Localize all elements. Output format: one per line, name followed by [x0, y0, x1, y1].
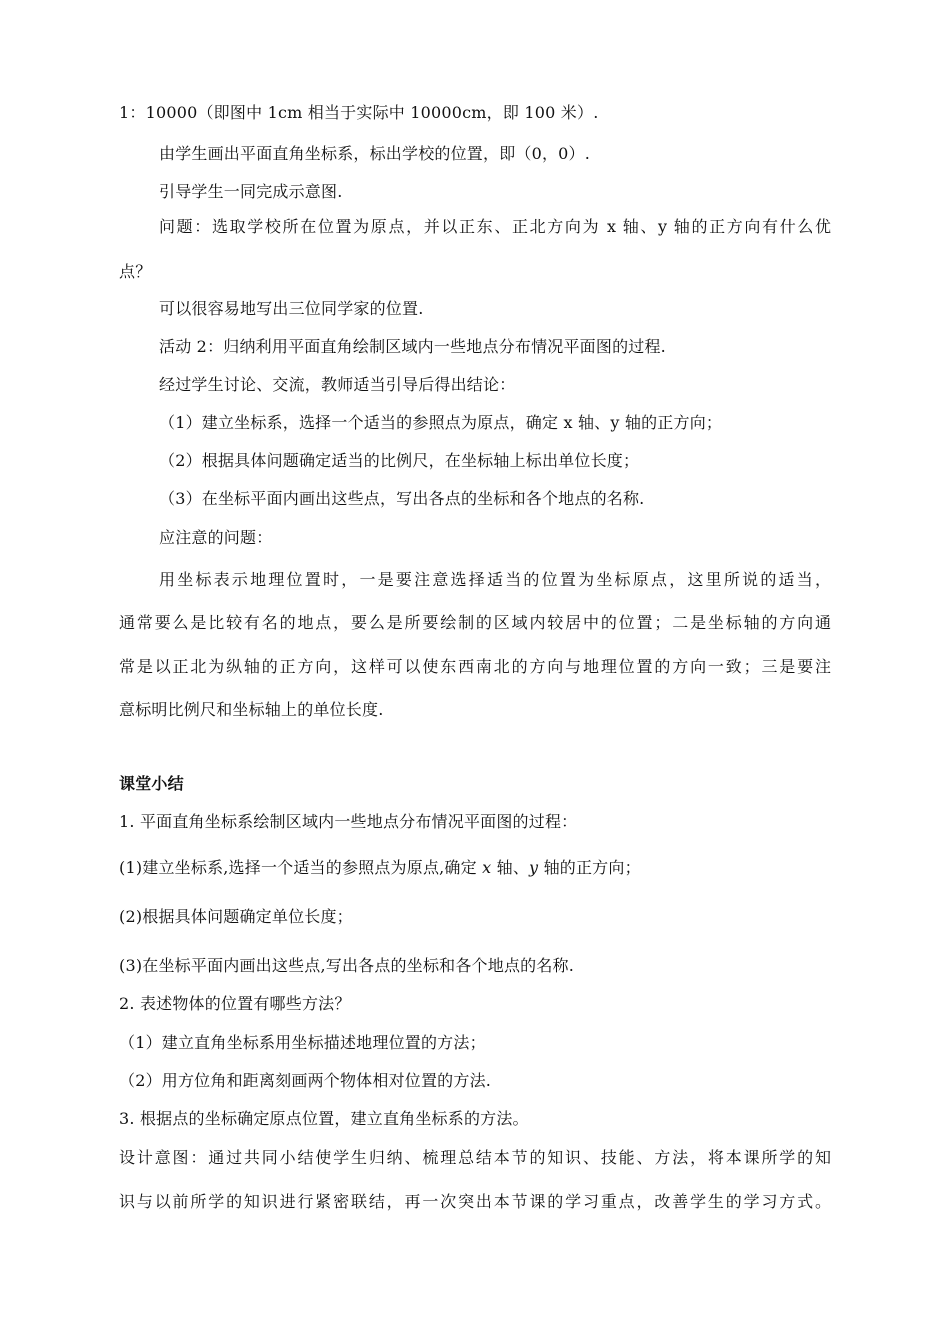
- attention-line-1: 用坐标表示地理位置时，一是要注意选择适当的位置为坐标原点，这里所说的适当，: [159, 570, 831, 589]
- attention-line-3: 常是以正北为纵轴的正方向，这样可以使东西南北的方向与地理位置的方向一致；三是要注: [119, 657, 831, 676]
- step-1: （1）建立坐标系，选择一个适当的参照点为原点，确定 x 轴、y 轴的正方向；: [159, 413, 723, 432]
- step-3: （3）在坐标平面内画出这些点，写出各点的坐标和各个地点的名称.: [159, 489, 645, 508]
- activity-2-title: 活动 2：归纳利用平面直角绘制区域内一些地点分布情况平面图的过程.: [159, 337, 666, 356]
- summary-item-1-1-post: 轴的正方向；: [538, 858, 641, 877]
- attention-heading: 应注意的问题：: [159, 528, 273, 547]
- summary-item-2: 2. 表述物体的位置有哪些方法？: [119, 994, 351, 1013]
- summary-item-1-3: (3)在坐标平面内画出这些点,写出各点的坐标和各个地点的名称.: [119, 956, 575, 975]
- summary-item-1: 1. 平面直角坐标系绘制区域内一些地点分布情况平面图的过程：: [119, 812, 578, 831]
- summary-item-3: 3. 根据点的坐标确定原点位置，建立直角坐标系的方法。: [119, 1109, 529, 1128]
- scale-line: 1：10000（即图中 1cm 相当于实际中 10000cm，即 100 米）.: [119, 103, 599, 122]
- question-line-2: 点？: [119, 262, 152, 281]
- summary-item-1-1-pre: (1)建立坐标系,选择一个适当的参照点为原点,确定: [119, 858, 483, 877]
- attention-line-4: 意标明比例尺和坐标轴上的单位长度.: [119, 700, 384, 719]
- y-variable: y: [529, 858, 539, 877]
- step-2: （2）根据具体问题确定适当的比例尺，在坐标轴上标出单位长度；: [159, 451, 640, 470]
- design-intent-line-1: 设计意图：通过共同小结使学生归纳、梳理总结本节的知识、技能、方法，将本课所学的知: [119, 1148, 831, 1167]
- design-intent-line-2: 识与以前所学的知识进行紧密联结，再一次突出本节课的学习重点，改善学生的学习方式。: [119, 1192, 831, 1211]
- x-variable: x: [482, 858, 492, 877]
- paragraph-answer: 可以很容易地写出三位同学家的位置.: [159, 299, 424, 318]
- paragraph-draw-axes: 由学生画出平面直角坐标系，标出学校的位置，即（0，0）.: [159, 144, 591, 163]
- summary-item-2-1: （1）建立直角坐标系用坐标描述地理位置的方法；: [119, 1033, 486, 1052]
- paragraph-guide: 引导学生一同完成示意图.: [159, 182, 343, 201]
- summary-item-1-1-mid: 轴、: [491, 858, 530, 877]
- attention-line-2: 通常要么是比较有名的地点，要么是所要绘制的区域内较居中的位置；二是坐标轴的方向通: [119, 613, 831, 632]
- paragraph-conclusion: 经过学生讨论、交流，教师适当引导后得出结论：: [159, 375, 516, 394]
- summary-item-1-2: (2)根据具体问题确定单位长度；: [119, 907, 353, 926]
- summary-item-2-2: （2）用方位角和距离刻画两个物体相对位置的方法.: [119, 1071, 492, 1090]
- summary-heading: 课堂小结: [119, 774, 184, 793]
- summary-item-1-1: [119, 858, 641, 878]
- question-line-1: 问题：选取学校所在位置为原点，并以正东、正北方向为 x 轴、y 轴的正方向有什么优: [159, 217, 831, 236]
